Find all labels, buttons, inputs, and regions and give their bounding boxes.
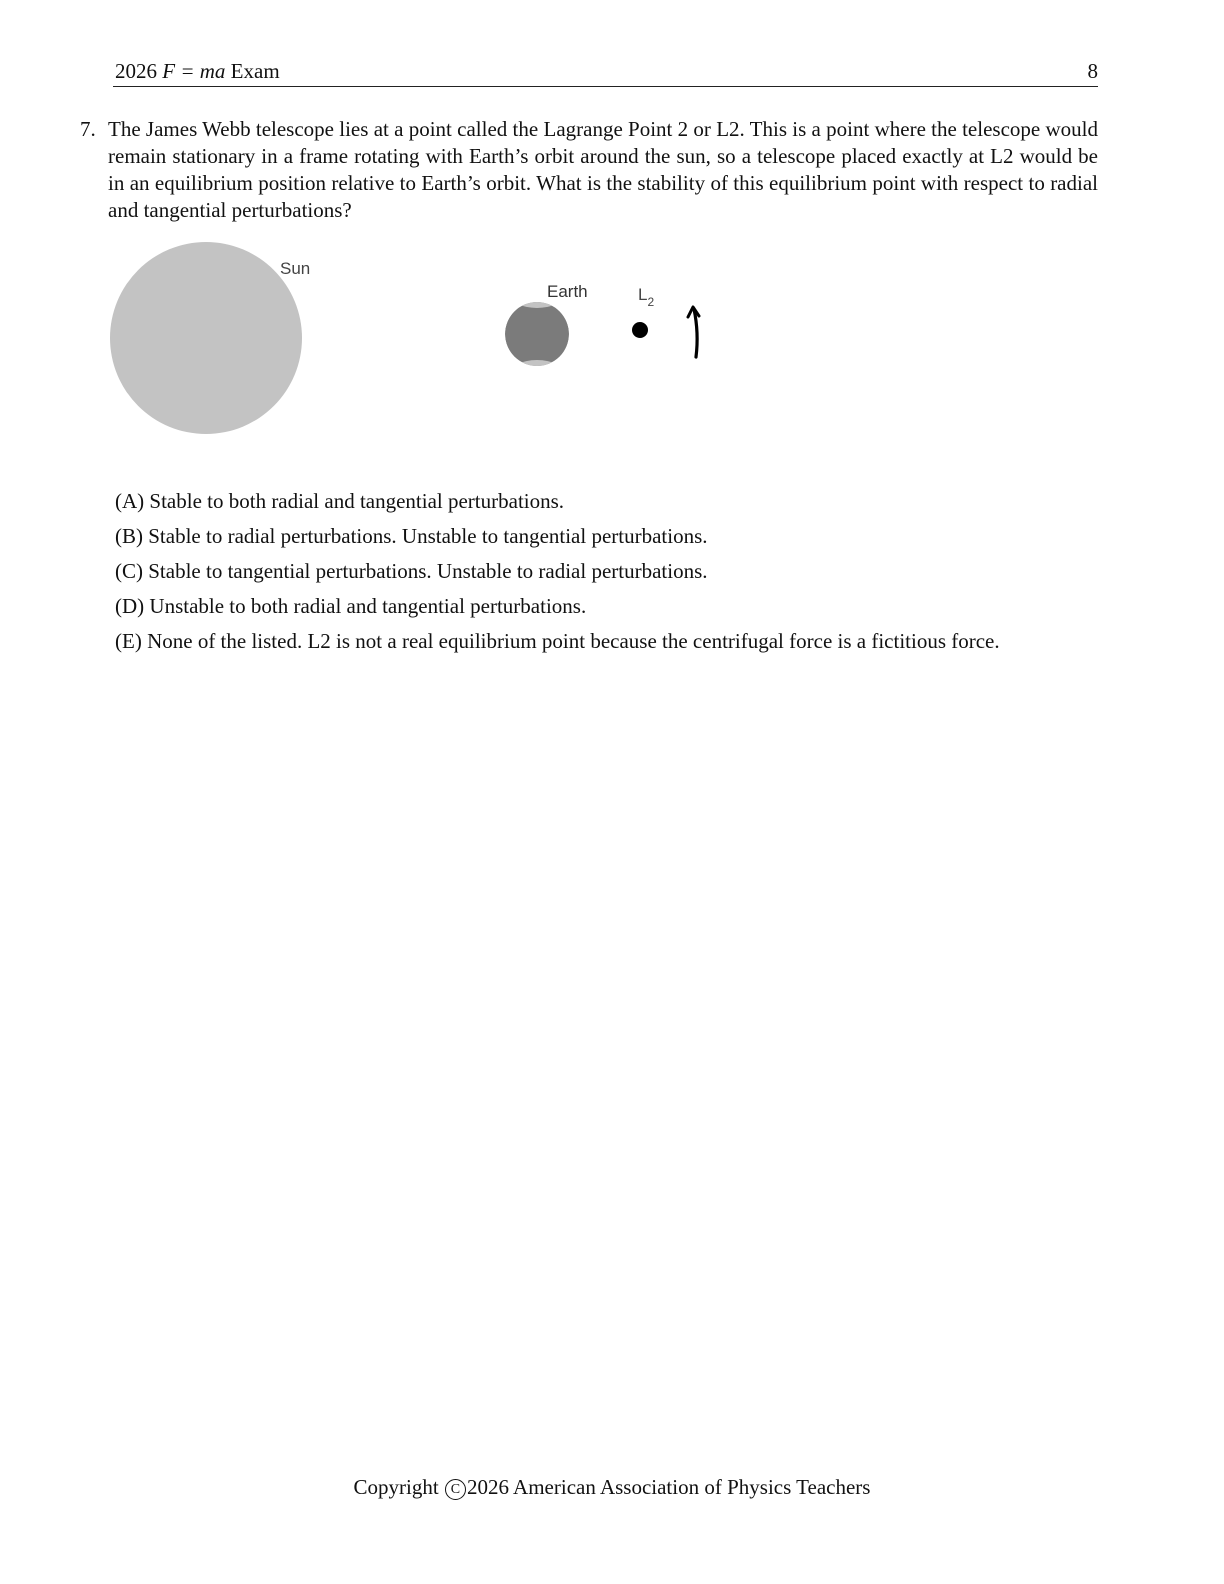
- question-number: 7.: [80, 117, 96, 141]
- orbit-direction-arrow-icon: [688, 307, 699, 357]
- l2-label: [638, 285, 654, 309]
- choice-c: [115, 557, 1115, 592]
- copyright-text: 2026 American Association of Physics Teachers: [466, 1475, 871, 1499]
- exam-year: 2026: [115, 59, 157, 83]
- copyright-prefix: Copyright: [353, 1475, 439, 1499]
- l2-point: [632, 322, 648, 338]
- exam-title: [115, 59, 280, 84]
- choice-label: (A): [115, 489, 145, 513]
- sun-label: Sun: [280, 259, 311, 278]
- choice-a: [115, 487, 1115, 522]
- page-number: 8: [1087, 59, 1098, 83]
- choice-label: (D): [115, 594, 145, 618]
- choice-text: Stable to tangential perturbations. Unstable to radial perturbations.: [148, 559, 708, 583]
- exam-suffix: Exam: [230, 59, 280, 83]
- choice-d: [115, 592, 1115, 627]
- choice-label: (E): [115, 629, 142, 653]
- choice-e: [115, 627, 1115, 662]
- lagrange-figure: [100, 236, 740, 446]
- sun-disk: [110, 242, 302, 434]
- choice-text: Stable to radial perturbations. Unstable to tangential perturbations.: [148, 524, 708, 548]
- copyright-footer: [0, 1475, 1224, 1500]
- l2-label-main: L: [638, 285, 648, 304]
- choice-b: [115, 522, 1115, 557]
- question-text: The James Webb telescope lies at a point called the Lagrange Point 2 or L2. This is a point where the telescope would remain stationary in a frame rotating with Earth’s orbit around the sun, so a telescope placed exactly at L2 would be in an equilibrium position relative to Earth’s orbit. What is the stability of this equilibrium point with respect to radial and tangential perturbations?: [108, 117, 1098, 222]
- l2-label-subscript: 2: [647, 295, 655, 309]
- choice-text: Stable to both radial and tangential perturbations.: [149, 489, 565, 513]
- answer-choices: [115, 487, 1115, 662]
- earth-label: Earth: [547, 282, 588, 301]
- choice-text: None of the listed. L2 is not a real equilibrium point because the centrifugal force is a fictitious force.: [147, 629, 1000, 653]
- lagrange-diagram: [100, 236, 740, 446]
- page-header: [113, 56, 1098, 87]
- exam-formula: F = ma: [162, 59, 226, 83]
- choice-label: (B): [115, 524, 143, 548]
- choice-label: (C): [115, 559, 143, 583]
- copyright-icon: C: [445, 1479, 466, 1500]
- choice-text: Unstable to both radial and tangential perturbations.: [149, 594, 587, 618]
- question-7: [80, 116, 1098, 224]
